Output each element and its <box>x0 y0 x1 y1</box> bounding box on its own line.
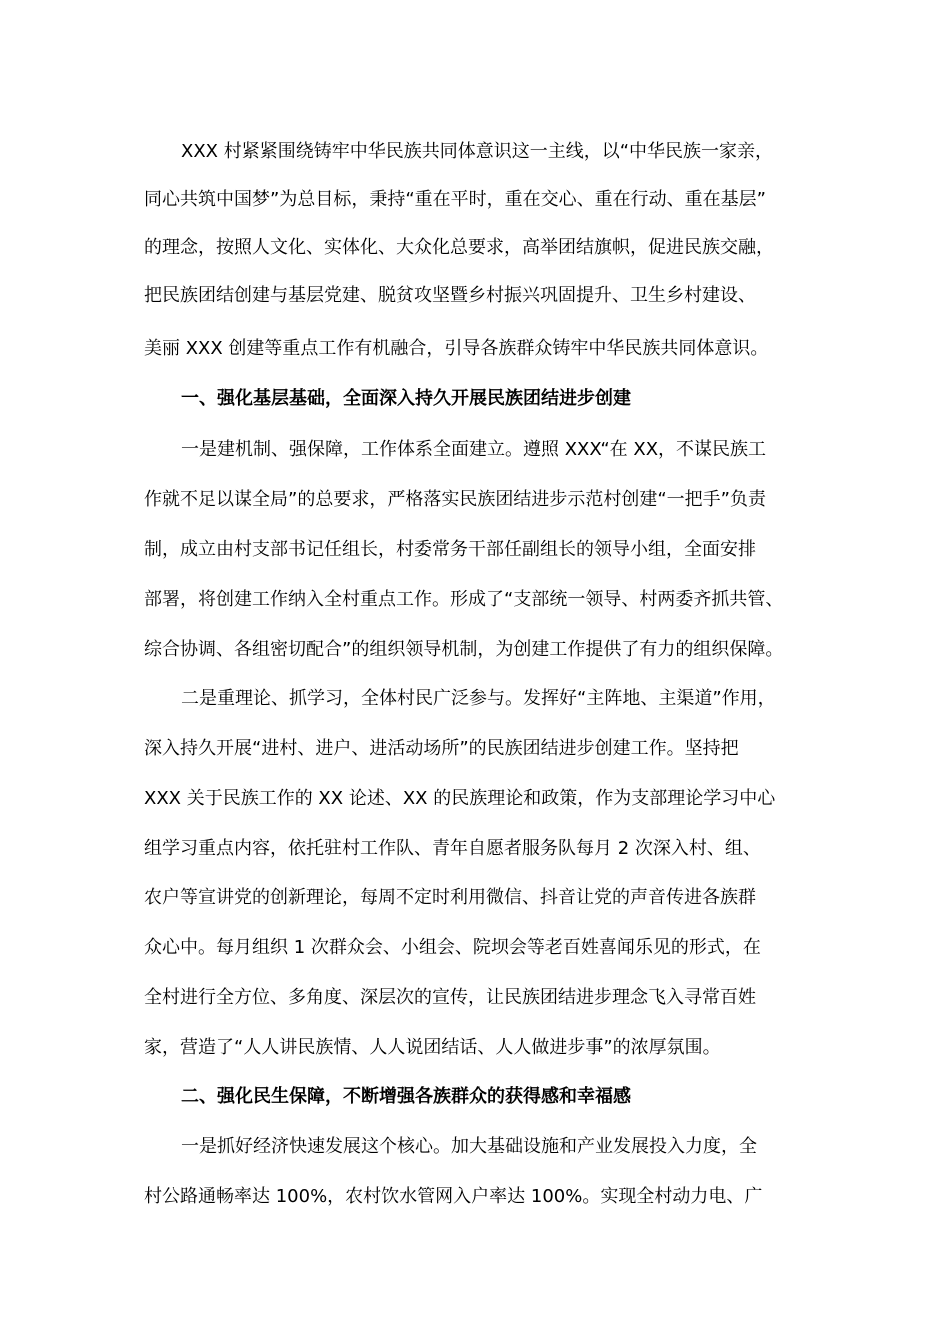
paragraph-line: 制，成立由村支部书记任组长，村委常务干部任副组长的领导小组，全面安排 <box>144 539 756 560</box>
intro-paragraph-line: XXX 村紧紧围绕铸牢中华民族共同体意识这一主线，以“中华民族一家亲， <box>181 141 774 162</box>
intro-paragraph-line: 的理念，按照人文化、实体化、大众化总要求，高举团结旗帜，促进民族交融， <box>144 237 774 258</box>
paragraph-line: 综合协调、各组密切配合”的组织领导机制，为创建工作提供了有力的组织保障。 <box>144 639 784 660</box>
paragraph-line: 家，营造了“人人讲民族情、人人说团结话、人人做进步事”的浓厚氛围。 <box>144 1037 721 1058</box>
intro-paragraph-line: 把民族团结创建与基层党建、脱贫攻坚暨乡村振兴巩固提升、卫生乡村建设、 <box>144 285 756 306</box>
section-heading-2: 二、强化民生保障，不断增强各族群众的获得感和幸福感 <box>181 1086 631 1107</box>
paragraph-line: 一是建机制、强保障，工作体系全面建立。遵照 XXX“在 XX，不谋民族工 <box>181 439 767 460</box>
paragraph-line: 深入持久开展“进村、进户、进活动场所”的民族团结进步创建工作。坚持把 <box>144 738 739 759</box>
paragraph-line: 农户等宣讲党的创新理论，每周不定时利用微信、抖音让党的声音传进各族群 <box>144 887 756 908</box>
paragraph-line: 村公路通畅率达 100%，农村饮水管网入户率达 100%。实现全村动力电、广 <box>144 1186 763 1207</box>
paragraph-line: XXX 关于民族工作的 XX 论述、XX 的民族理论和政策，作为支部理论学习中心 <box>144 788 776 809</box>
paragraph-line: 作就不足以谋全局”的总要求，严格落实民族团结进步示范村创建“一把手”负责 <box>144 489 766 510</box>
paragraph-line: 一是抓好经济快速发展这个核心。加大基础设施和产业发展投入力度，全 <box>181 1136 757 1157</box>
paragraph-line: 组学习重点内容，依托驻村工作队、青年自愿者服务队每月 2 次深入村、组、 <box>144 838 761 859</box>
intro-paragraph-line: 美丽 XXX 创建等重点工作有机融合，引导各族群众铸牢中华民族共同体意识。 <box>144 338 769 359</box>
paragraph-line: 全村进行全方位、多角度、深层次的宣传，让民族团结进步理念飞入寻常百姓 <box>144 987 756 1008</box>
section-heading-1: 一、强化基层基础，全面深入持久开展民族团结进步创建 <box>181 388 631 409</box>
paragraph-line: 部署，将创建工作纳入全村重点工作。形成了“支部统一领导、村两委齐抓共管、 <box>144 589 784 610</box>
paragraph-line: 众心中。每月组织 1 次群众会、小组会、院坝会等老百姓喜闻乐见的形式，在 <box>144 937 761 958</box>
intro-paragraph-line: 同心共筑中国梦”为总目标，秉持“重在平时，重在交心、重在行动、重在基层” <box>144 189 766 210</box>
paragraph-line: 二是重理论、抓学习，全体村民广泛参与。发挥好“主阵地、主渠道”作用， <box>181 688 776 709</box>
